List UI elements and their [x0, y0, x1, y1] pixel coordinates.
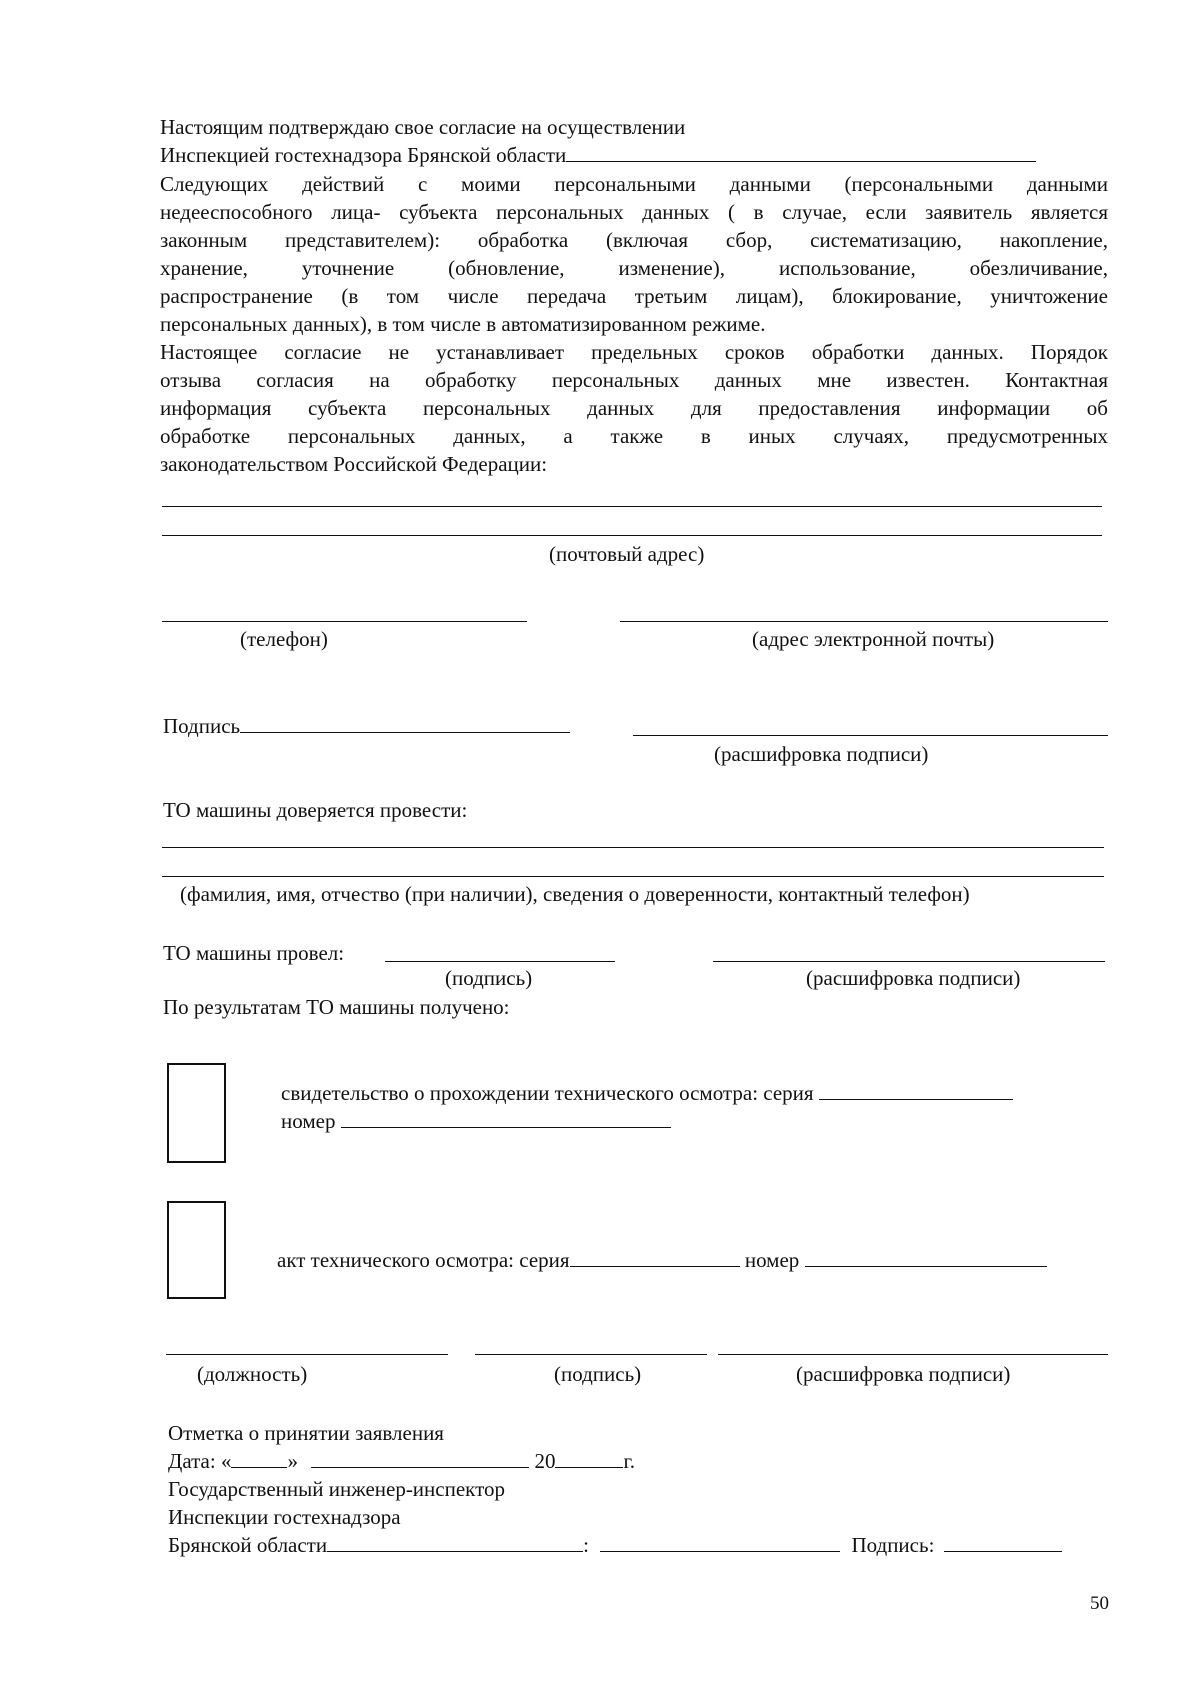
consent-line-2-text: Инспекцией гостехнадзора Брянской области	[160, 143, 567, 167]
certificate-series-label: свидетельство о прохождении технического осмотра: серия	[281, 1081, 814, 1105]
date-year-field[interactable]	[555, 1447, 623, 1468]
acceptance-date-row	[168, 1447, 635, 1475]
position-line[interactable]	[166, 1354, 448, 1355]
inspector-name-field[interactable]	[327, 1531, 583, 1552]
conducted-sign-caption: (подпись)	[445, 966, 533, 990]
para-line: обработке персональных данных, а также в иных случаях, предусмотренных	[160, 424, 1108, 448]
phone-line[interactable]	[162, 621, 527, 622]
date-day-field[interactable]	[231, 1447, 287, 1468]
certificate-number-label: номер	[281, 1109, 336, 1133]
para-line-last: законодательством Российской Федерации:	[160, 452, 548, 476]
signature-row	[163, 712, 570, 740]
act-series-label: акт технического осмотра: серия	[277, 1248, 570, 1272]
position-caption: (должность)	[197, 1362, 308, 1386]
signature-decode-caption: (расшифровка подписи)	[714, 742, 929, 766]
certificate-series-field[interactable]	[819, 1079, 1013, 1100]
trust-caption: (фамилия, имя, отчество (при наличии), сведения о доверенности, контактный телефон)	[180, 882, 970, 906]
consent-paragraph-1	[160, 170, 1108, 338]
act-number-label: номер	[744, 1248, 800, 1272]
para-line: Следующих действий с моими персональными данными (персональными данными	[160, 172, 1108, 196]
inspector-line-1: Государственный инженер-инспектор	[168, 1477, 505, 1501]
postal-address-line-2[interactable]	[162, 535, 1102, 536]
email-caption: (адрес электронной почты)	[752, 627, 995, 651]
certificate-checkbox[interactable]	[167, 1063, 226, 1163]
consent-line-1: Настоящим подтверждаю свое согласие на осуществлении	[160, 115, 686, 139]
act-row	[277, 1246, 1047, 1274]
trust-label: ТО машины доверяется провести:	[163, 798, 468, 822]
inspector-sign-label: Подпись:	[851, 1533, 935, 1557]
conducted-decode-caption: (расшифровка подписи)	[806, 966, 1021, 990]
para-line: хранение, уточнение (обновление, изменение), использование, обезличивание,	[160, 256, 1108, 280]
inspector-sign-row	[168, 1531, 1062, 1559]
postal-address-line-1[interactable]	[162, 506, 1102, 507]
results-label: По результатам ТО машины получено:	[163, 995, 510, 1019]
inspector-colon: :	[583, 1533, 589, 1557]
date-label: Дата: «	[168, 1449, 232, 1473]
conducted-label: ТО машины провел:	[163, 941, 345, 965]
conducted-sign-line[interactable]	[385, 961, 615, 962]
para-line: недееспособного лица- субъекта персональных данных ( в случае, если заявитель является	[160, 200, 1108, 224]
date-year-suffix: г.	[623, 1449, 635, 1473]
inspector-decode-field[interactable]	[600, 1531, 840, 1552]
official-decode-caption: (расшифровка подписи)	[796, 1362, 1011, 1386]
certificate-number-field[interactable]	[341, 1107, 671, 1128]
page-number: 50	[1090, 1593, 1109, 1614]
para-line: отзыва согласия на обработку персональных данных мне известен. Контактная	[160, 368, 1108, 392]
para-line: информация субъекта персональных данных для предоставления информации об	[160, 396, 1108, 420]
trust-line-2[interactable]	[162, 876, 1104, 877]
inspector-sign-field[interactable]	[944, 1531, 1062, 1552]
para-line-last: персональных данных), в том числе в автоматизированном режиме.	[160, 312, 766, 336]
official-sign-caption: (подпись)	[554, 1362, 642, 1386]
email-line[interactable]	[620, 621, 1108, 622]
inspector-line-2: Инспекции гостехнадзора	[168, 1505, 401, 1529]
official-decode-line[interactable]	[718, 1354, 1108, 1355]
act-series-field[interactable]	[570, 1246, 740, 1267]
certificate-series-row	[281, 1079, 1013, 1107]
postal-address-caption: (почтовый адрес)	[549, 542, 705, 566]
date-close-quote: »	[287, 1449, 298, 1473]
signature-field[interactable]	[240, 712, 570, 733]
acceptance-title: Отметка о принятии заявления	[168, 1421, 444, 1445]
inspector-line-3: Брянской области	[168, 1533, 328, 1557]
para-line: Настоящее согласие не устанавливает предельных сроков обработки данных. Порядок	[160, 340, 1108, 364]
conducted-decode-line[interactable]	[713, 961, 1105, 962]
signature-label: Подпись	[163, 714, 241, 738]
inspection-name-field[interactable]	[566, 141, 1036, 162]
phone-caption: (телефон)	[240, 627, 328, 651]
date-year-prefix: 20	[534, 1449, 556, 1473]
signature-decode-line[interactable]	[633, 735, 1108, 736]
act-checkbox[interactable]	[167, 1201, 226, 1299]
para-line: законным представителем): обработка (включая сбор, систематизацию, накопление,	[160, 228, 1108, 252]
para-line: распространение (в том числе передача третьим лицам), блокирование, уничтожение	[160, 284, 1108, 308]
certificate-number-row	[281, 1107, 671, 1135]
trust-line-1[interactable]	[162, 847, 1104, 848]
date-month-field[interactable]	[311, 1447, 529, 1468]
official-sign-line[interactable]	[475, 1354, 707, 1355]
act-number-field[interactable]	[805, 1246, 1047, 1267]
consent-paragraph-2	[160, 338, 1108, 478]
consent-line-2	[160, 141, 1036, 169]
